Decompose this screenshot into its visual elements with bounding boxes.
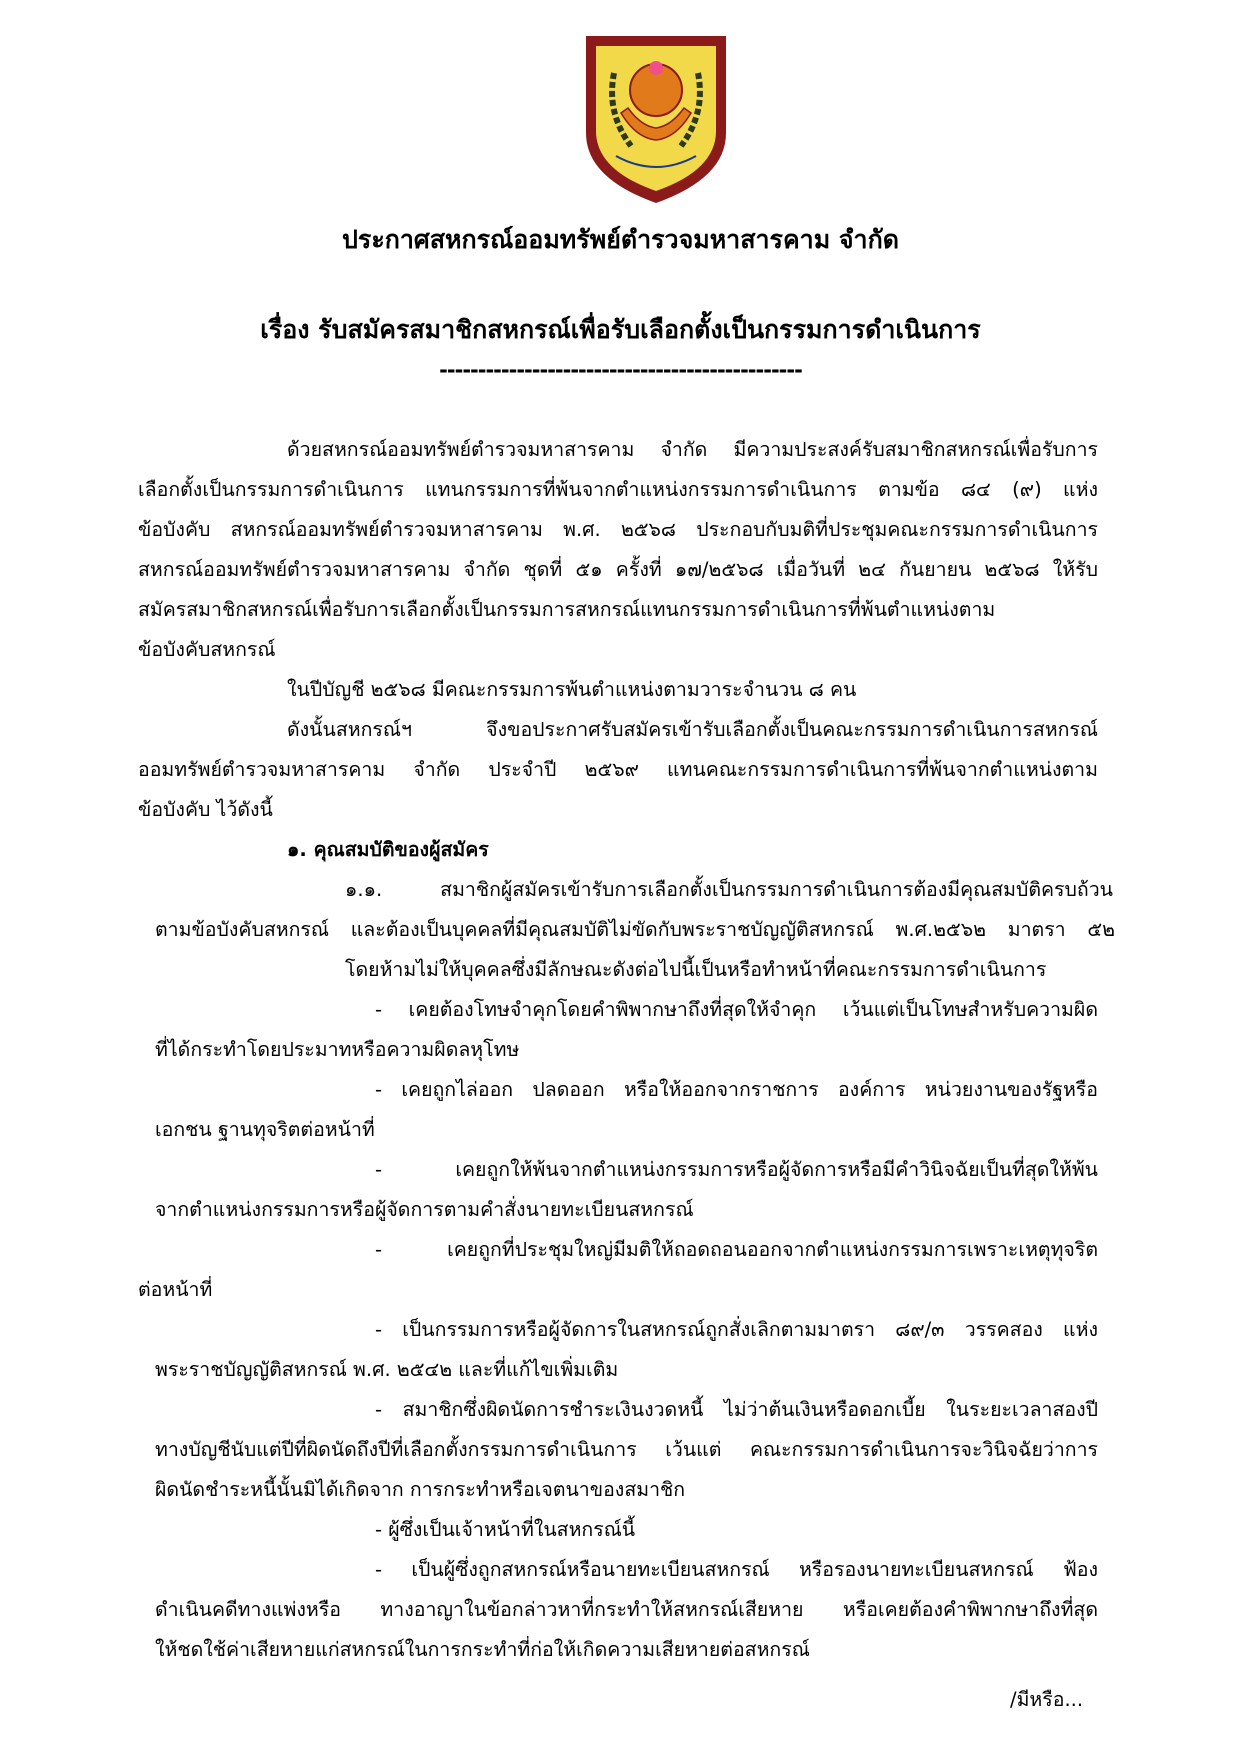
paragraph-line: สมัครสมาชิกสหกรณ์เพื่อรับการเลือกตั้งเป็นกรรมการสหกรณ์แทนกรรมการดำเนินการที่พ้นตำแหน่งตาม (138, 598, 996, 621)
paragraph-line: ข้อบังคับสหกรณ์ (138, 638, 276, 661)
paragraph-line: ออมทรัพย์ตำรวจมหาสารคาม จำกัด ประจำปี ๒๕๖๙ แทนคณะกรรมการดำเนินการที่พ้นจากตำแหน่งตาม (138, 758, 1098, 781)
paragraph-line: สหกรณ์ออมทรัพย์ตำรวจมหาสารคาม จำกัด ชุดที่ ๕๑ ครั้งที่ ๑๗/๒๕๖๘ เมื่อวันที่ ๒๔ กันยายน ๒๕๖๘ ให้รับ (138, 558, 1098, 581)
paragraph-line: โดยห้ามไม่ให้บุคคลซึ่งมีลักษณะดังต่อไปนี้เป็นหรือทำหน้าที่คณะกรรมการดำเนินการ (345, 958, 1047, 981)
list-item: ที่ได้กระทำโดยประมาทหรือความผิดลหุโทษ (155, 1038, 520, 1061)
list-item: ต่อหน้าที่ (138, 1278, 213, 1301)
paragraph-line: ตามข้อบังคับสหกรณ์ และต้องเป็นบุคคลที่มีคุณสมบัติไม่ขัดกับพระราชบัญญัติสหกรณ์ พ.ศ.๒๕๖๒ มาตรา ๕๒ (155, 918, 1115, 941)
list-item: ให้ชดใช้ค่าเสียหายแก่สหกรณ์ในการกระทำที่ก่อให้เกิดความเสียหายต่อสหกรณ์ (155, 1638, 810, 1661)
paragraph-line: ๑.๑. สมาชิกผู้สมัครเข้ารับการเลือกตั้งเป็นกรรมการดำเนินการต้องมีคุณสมบัติครบถ้วน (345, 878, 1113, 901)
continued-marker: /มีหรือ... (1010, 1688, 1084, 1711)
list-item: - เป็นผู้ซึ่งถูกสหกรณ์หรือนายทะเบียนสหกรณ์ หรือรองนายทะเบียนสหกรณ์ ฟ้อง (375, 1558, 1098, 1581)
list-item: - เคยถูกที่ประชุมใหญ่มีมติให้ถอดถอนออกจากตำแหน่งกรรมการเพราะเหตุทุจริต (375, 1238, 1098, 1261)
paragraph-line: ด้วยสหกรณ์ออมทรัพย์ตำรวจมหาสารคาม จำกัด มีความประสงค์รับสมาชิกสหกรณ์เพื่อรับการ (287, 438, 1098, 461)
list-item: - เคยถูกให้พ้นจากตำแหน่งกรรมการหรือผู้จัดการหรือมีคำวินิจฉัยเป็นที่สุดให้พ้น (375, 1158, 1098, 1181)
list-item: จากตำแหน่งกรรมการหรือผู้จัดการตามคำสั่งนายทะเบียนสหกรณ์ (155, 1198, 694, 1221)
list-item: - เคยถูกไล่ออก ปลดออก หรือให้ออกจากราชการ องค์การ หน่วยงานของรัฐหรือ (375, 1078, 1098, 1101)
list-item: เอกชน ฐานทุจริตต่อหน้าที่ (155, 1118, 375, 1141)
paragraph-line: ข้อบังคับ สหกรณ์ออมทรัพย์ตำรวจมหาสารคาม พ.ศ. ๒๕๖๘ ประกอบกับมติที่ประชุมคณะกรรมการดำเนินการ (138, 518, 1098, 541)
paragraph-line: ในปีบัญชี ๒๕๖๘ มีคณะกรรมการพ้นตำแหน่งตามวาระจำนวน ๘ คน (287, 678, 857, 701)
list-item: - เป็นกรรมการหรือผู้จัดการในสหกรณ์ถูกสั่งเลิกตามมาตรา ๘๙/๓ วรรคสอง แห่ง (375, 1318, 1098, 1341)
list-item: ผิดนัดชำระหนี้นั้นมิได้เกิดจาก การกระทำหรือเจตนาของสมาชิก (155, 1478, 686, 1501)
cooperative-emblem-logo (576, 28, 736, 208)
list-item: - เคยต้องโทษจำคุกโดยคำพิพากษาถึงที่สุดให้จำคุก เว้นแต่เป็นโทษสำหรับความผิด (375, 998, 1098, 1021)
list-item: ทางบัญชีนับแต่ปีที่ผิดนัดถึงปีที่เลือกตั้งกรรมการดำเนินการ เว้นแต่ คณะกรรมการดำเนินการจะวินิจฉัยว่าการ (155, 1438, 1098, 1461)
paragraph-line: เลือกตั้งเป็นกรรมการดำเนินการ แทนกรรมการที่พ้นจากตำแหน่งกรรมการดำเนินการ ตามข้อ ๘๔ (๙) แห่ง (138, 478, 1098, 501)
paragraph-line: ข้อบังคับ ไว้ดังนี้ (138, 798, 273, 821)
list-item: - ผู้ซึ่งเป็นเจ้าหน้าที่ในสหกรณ์นี้ (375, 1518, 636, 1541)
list-item: พระราชบัญญัติสหกรณ์ พ.ศ. ๒๕๔๒ และที่แก้ไขเพิ่มเติม (155, 1358, 619, 1381)
list-item: ดำเนินคดีทางแพ่งหรือ ทางอาญาในข้อกล่าวหาที่กระทำให้สหกรณ์เสียหาย หรือเคยต้องคำพิพากษาถึงที่สุด (155, 1598, 1098, 1621)
section-heading: ๑. คุณสมบัติของผู้สมัคร (287, 838, 489, 861)
announcement-title: ประกาศสหกรณ์ออมทรัพย์ตำรวจมหาสารคาม จำกัด (342, 225, 899, 254)
paragraph-line: ดังนั้นสหกรณ์ฯ จึงขอประกาศรับสมัครเข้ารับเลือกตั้งเป็นคณะกรรมการดำเนินการสหกรณ์ (287, 718, 1098, 741)
title-divider: ----------------------------------------------- (439, 358, 802, 382)
announcement-subject: เรื่อง รับสมัครสมาชิกสหกรณ์เพื่อรับเลือกตั้งเป็นกรรมการดำเนินการ (260, 315, 981, 344)
list-item: - สมาชิกซึ่งผิดนัดการชำระเงินงวดหนี้ ไม่ว่าต้นเงินหรือดอกเบี้ย ในระยะเวลาสองปี (375, 1398, 1098, 1421)
